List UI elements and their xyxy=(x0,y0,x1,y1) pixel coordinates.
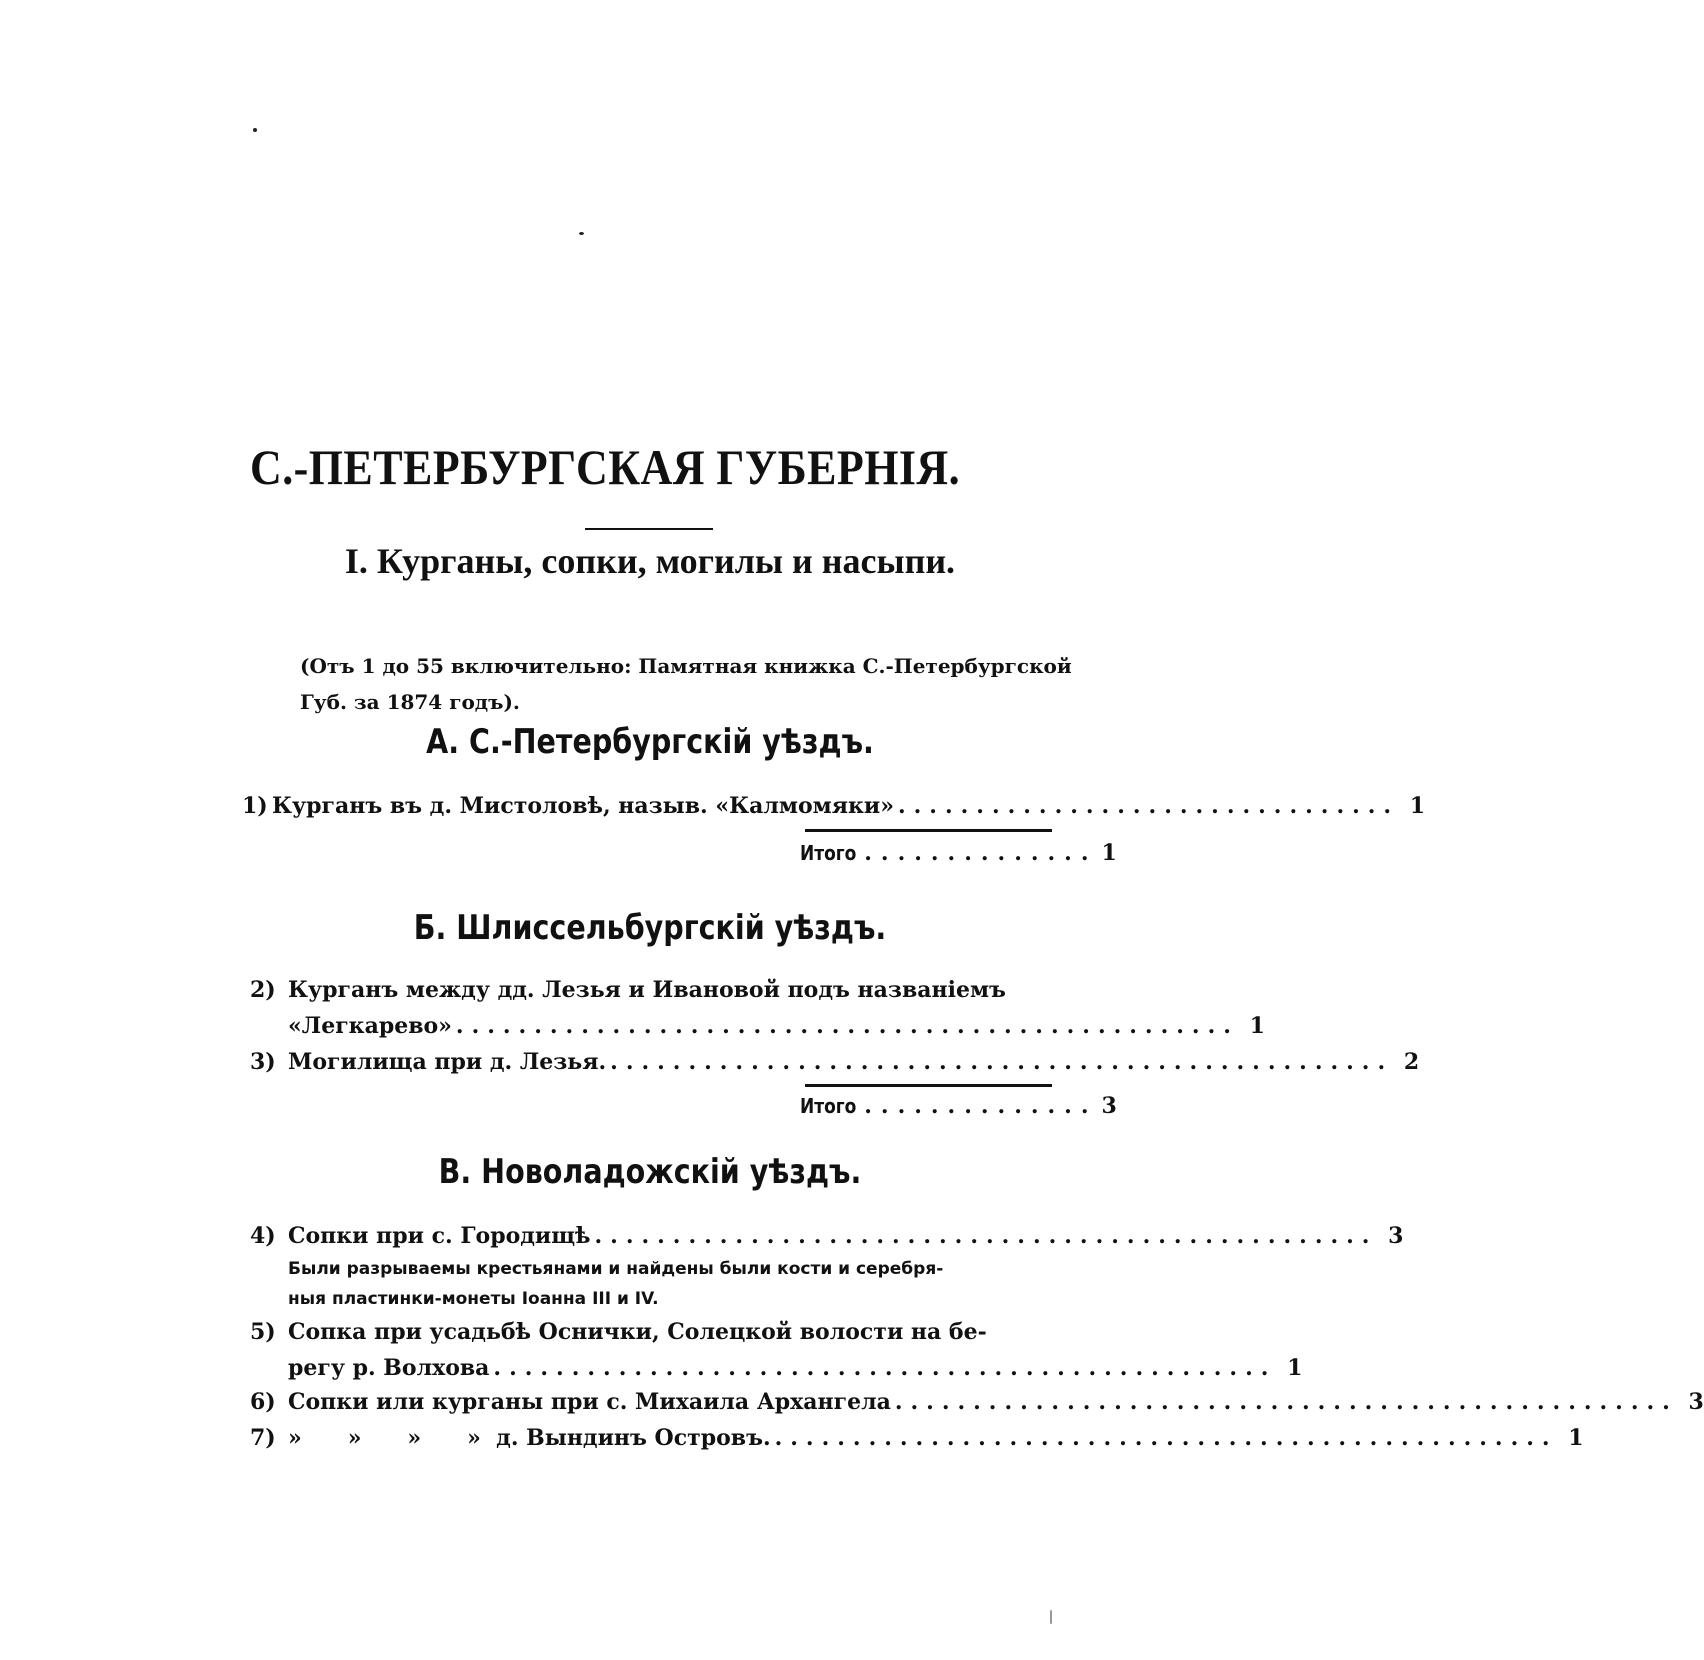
entry-number: 4) xyxy=(250,1223,276,1249)
section-heading: I. Курганы, сопки, могилы и насыпи. xyxy=(344,541,956,581)
entry-number: 6) xyxy=(250,1389,276,1415)
print-speck xyxy=(253,128,257,132)
entry-text: Сопка при усадьбѣ Оснички, Солецкой волости на бе- xyxy=(288,1319,987,1345)
entry-number: 2) xyxy=(250,977,276,1003)
leader-dots: .................................................. xyxy=(774,1425,1558,1451)
leader-dots: .............. xyxy=(864,1093,1098,1119)
print-speck xyxy=(579,232,584,235)
district-heading: В. Новоладожскій уѣздъ. xyxy=(438,1152,862,1192)
total-value: 1 xyxy=(1101,840,1117,866)
source-note-line: (Отъ 1 до 55 включительно: Памятная книжка С.-Петербургской xyxy=(300,654,1072,678)
entry-text: Курганъ между дд. Лезья и Ивановой подъ названіемъ xyxy=(288,977,1006,1003)
entry-label: Могилища при д. Лезья. xyxy=(288,1049,607,1075)
district-total xyxy=(800,1093,1117,1129)
entry-note-line: Были разрываемы крестьянами и найдены были кости и серебря- xyxy=(288,1259,944,1279)
entry-count: 1 xyxy=(1568,1425,1584,1451)
total-rule xyxy=(805,1084,1052,1087)
entry-count: 1 xyxy=(1409,793,1426,819)
entry-label: «Легкарево» xyxy=(288,1013,452,1039)
entry-number: 3) xyxy=(250,1049,276,1075)
source-note-line: Губ. за 1874 годъ). xyxy=(300,690,520,714)
district-total xyxy=(800,840,1117,876)
entry-count: 1 xyxy=(1249,1013,1265,1039)
print-speck xyxy=(1050,1610,1052,1624)
entry-number: 7) xyxy=(250,1425,276,1451)
entry-label: Сопки или курганы при с. Михаила Архангела xyxy=(288,1389,891,1415)
entry-number: 5) xyxy=(250,1319,276,1345)
entry-label: Курганъ въ д. Мистоловѣ, назыв. «Калмомяки» xyxy=(272,793,894,819)
entry-note-line: ныя пластинки-монеты Іоанна III и IV. xyxy=(288,1289,659,1309)
leader-dots: .................................................. xyxy=(894,1389,1678,1415)
entry-count: 2 xyxy=(1403,1049,1420,1075)
district-heading: Б. Шлиссельбургскій уѣздъ. xyxy=(413,908,887,948)
entry-count: 3 xyxy=(1388,1223,1404,1249)
entry-label: Сопки при с. Городищѣ xyxy=(288,1223,591,1249)
leader-dots: .................................................. xyxy=(455,1013,1239,1039)
leader-dots: .................................................. xyxy=(594,1223,1378,1249)
entry-note xyxy=(288,1254,1050,1314)
source-note xyxy=(300,648,1072,720)
entry-number: 1) xyxy=(242,793,268,819)
leader-dots: .................................................. xyxy=(610,1049,1394,1075)
entry-label: » » » » д. Вындинъ Островъ. xyxy=(288,1425,771,1451)
district-heading: А. С.-Петербургскій уѣздъ. xyxy=(426,722,874,762)
entry-count: 3 xyxy=(1688,1389,1704,1415)
total-value: 3 xyxy=(1101,1093,1117,1119)
leader-dots: .................................................. xyxy=(493,1355,1277,1381)
total-label: Итого xyxy=(800,841,857,865)
page-title: С.-ПЕТЕРБУРГСКАЯ ГУБЕРНІЯ. xyxy=(250,439,961,495)
entry-label: регу р. Волхова xyxy=(288,1355,490,1381)
total-label: Итого xyxy=(800,1094,857,1118)
leader-dots: ................................ xyxy=(897,793,1400,819)
total-rule xyxy=(805,829,1052,832)
leader-dots: .............. xyxy=(864,840,1098,866)
entry-count: 1 xyxy=(1287,1355,1303,1381)
title-divider xyxy=(585,528,713,530)
